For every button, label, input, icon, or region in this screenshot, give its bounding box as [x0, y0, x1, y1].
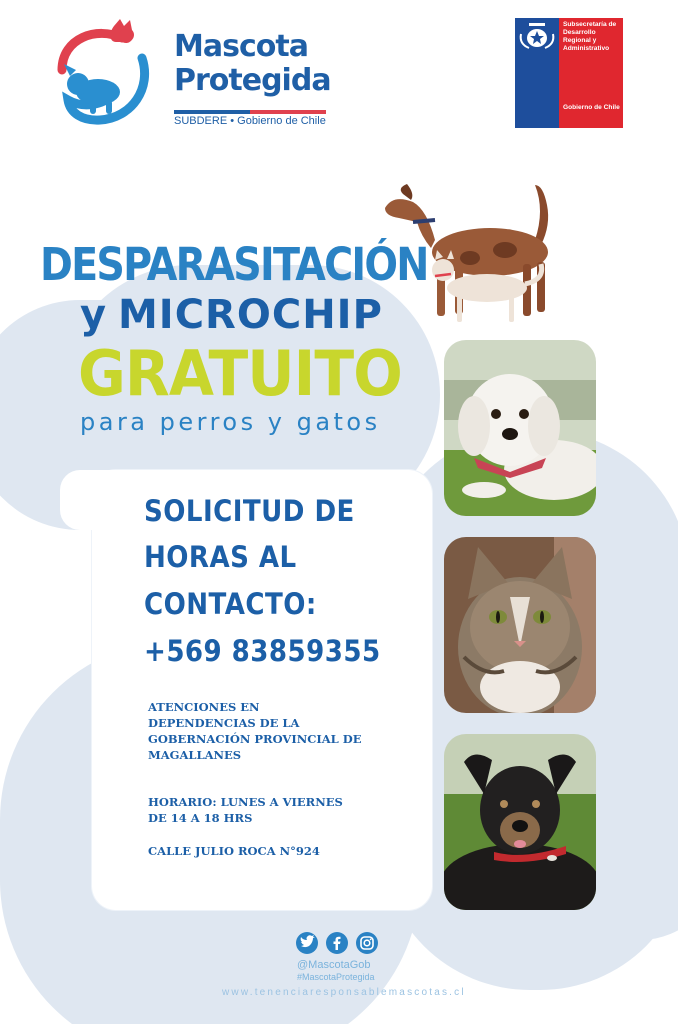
headline-gratuito: GRATUITO [78, 337, 402, 410]
social-icons [296, 932, 386, 958]
gov-blue-band [515, 18, 559, 128]
mascota-protegida-logo [52, 18, 352, 133]
contact-line2: HORAS AL [144, 540, 297, 574]
website-link[interactable]: www.tenenciaresponsablemascotas.cl [222, 987, 466, 998]
coat-of-arms-icon [515, 20, 559, 54]
info-attention-1: ATENCIONES EN [148, 700, 260, 714]
info-attention-2: DEPENDENCIAS DE LA [148, 716, 300, 730]
info-address: CALLE JULIO ROCA N°924 [148, 844, 320, 858]
headline-y: y [80, 292, 107, 338]
info-schedule-1: HORARIO: LUNES A VIERNES [148, 795, 343, 809]
white-dog-photo [444, 340, 596, 516]
headline-microchip: MICROCHIP [118, 292, 383, 338]
gov-agency-name: Subsecretaría de Desarrollo Regional y Administrativo [563, 21, 617, 52]
logo-subtitle: SUBDERE • Gobierno de Chile [174, 115, 326, 127]
info-attention-3: GOBERNACIÓN PROVINCIAL DE [148, 732, 362, 746]
twitter-icon[interactable] [296, 932, 318, 954]
logo-title-line2: Protegida [174, 63, 331, 98]
black-dog-photo [444, 734, 596, 910]
contact-phone: +569 83859355 [144, 634, 381, 668]
headline-para-perros-y-gatos: para perros y gatos [80, 408, 381, 436]
logo-title-line1: Mascota [174, 29, 308, 64]
contact-line3: CONTACTO: [144, 587, 317, 621]
info-attention-4: MAGALLANES [148, 748, 242, 762]
instagram-icon[interactable] [356, 932, 378, 954]
gov-country: Gobierno de Chile [563, 104, 620, 111]
social-handle[interactable]: @MascotaGob [297, 959, 371, 971]
facebook-icon[interactable] [326, 932, 348, 954]
pet-logo-icon [52, 18, 162, 128]
contact-line1: SOLICITUD DE [144, 494, 355, 528]
logo-underline [174, 110, 326, 114]
tabby-cat-photo [444, 537, 596, 713]
info-schedule-2: DE 14 A 18 HRS [148, 811, 253, 825]
headline-desparasitacion: DESPARASITACIÓN [40, 238, 428, 291]
social-hashtag: #MascotaProtegida [297, 972, 375, 982]
gobierno-badge [515, 18, 623, 128]
